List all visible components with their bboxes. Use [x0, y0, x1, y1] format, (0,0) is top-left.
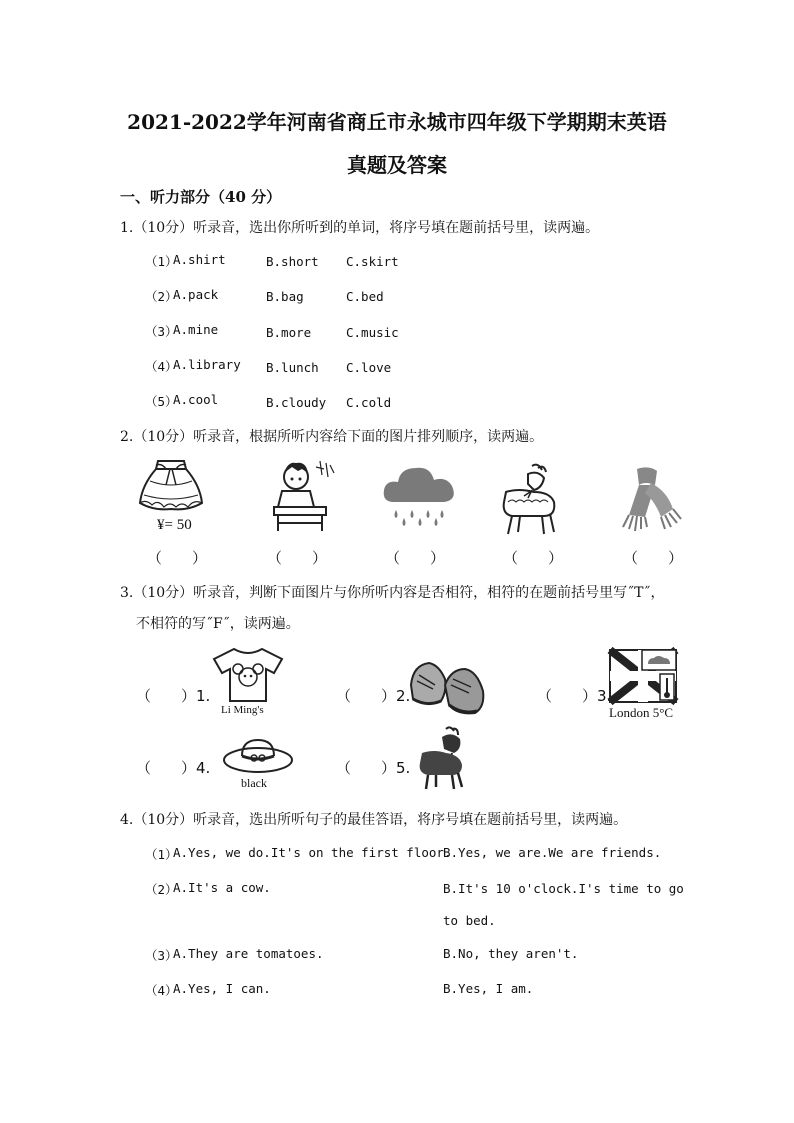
- q1-option-a: A.cool: [173, 392, 219, 407]
- answer-blank[interactable]: （ ）: [385, 549, 446, 567]
- hat-caption: black: [241, 776, 267, 790]
- sneakers-icon: [405, 655, 487, 717]
- q1-option-a: A.mine: [173, 322, 219, 337]
- q1-option-c: C.music: [346, 325, 399, 340]
- q4-stem: 4.（10分）听录音，选出所听句子的最佳答语，将序号填在题前括号里，读两遍。: [120, 812, 628, 828]
- q4-option-b: B.It's 10 o'clock.I's time to go: [443, 881, 684, 896]
- q1-item-num: （5）: [145, 394, 178, 409]
- q4-option-a: A.They are tomatoes.: [173, 946, 324, 961]
- q1-item-num: （1）: [145, 254, 178, 269]
- q1-item-num: （4）: [145, 359, 178, 374]
- q1-option-b: B.bag: [266, 289, 304, 304]
- q3-item-label[interactable]: （ ）1.: [136, 687, 211, 705]
- q1-option-b: B.more: [266, 325, 312, 340]
- price-tag: ¥= 50: [157, 517, 192, 533]
- q1-option-a: A.pack: [173, 287, 219, 302]
- q4-option-a: A.Yes, I can.: [173, 981, 271, 996]
- q4-item-num: （1）: [145, 847, 178, 862]
- q1-option-a: A.shirt: [173, 252, 226, 267]
- q3-stem-continued: 不相符的写˝F˝，读两遍。: [136, 616, 300, 632]
- tshirt-icon: [212, 645, 284, 703]
- q1-option-b: B.lunch: [266, 360, 319, 375]
- q1-option-c: C.love: [346, 360, 392, 375]
- q3-item-label[interactable]: （ ）5.: [336, 759, 411, 777]
- q4-option-b: B.Yes, we are.We are friends.: [443, 845, 662, 860]
- answer-blank[interactable]: （ ）: [267, 549, 328, 567]
- q1-option-a: A.library: [173, 357, 241, 372]
- q4-option-b: B.Yes, I am.: [443, 981, 534, 996]
- q3-item-label[interactable]: （ ）4.: [136, 759, 211, 777]
- scarf-icon: [615, 465, 685, 533]
- q1-stem: 1.（10分）听录音，选出你所听到的单词，将序号填在题前括号里，读两遍。: [120, 220, 600, 236]
- q3-item-label[interactable]: （ ）3.: [537, 687, 612, 705]
- weather-caption: London 5°C: [609, 705, 674, 720]
- goat-icon: [416, 725, 472, 791]
- q4-option-a: A.It's a cow.: [173, 880, 271, 895]
- answer-blank[interactable]: （ ）: [147, 549, 208, 567]
- page-subtitle: 真题及答案: [347, 153, 447, 177]
- q1-item-num: （3）: [145, 324, 178, 339]
- tshirt-caption: Li Ming's: [221, 704, 264, 716]
- q4-option-b-continued: to bed.: [443, 913, 496, 928]
- answer-blank[interactable]: （ ）: [623, 549, 684, 567]
- q1-option-b: B.short: [266, 254, 319, 269]
- q4-option-b: B.No, they aren't.: [443, 946, 579, 961]
- q1-item-num: （2）: [145, 289, 178, 304]
- q1-option-c: C.bed: [346, 289, 384, 304]
- q4-option-a: A.Yes, we do.It's on the first floor.: [173, 845, 452, 860]
- q3-item-label[interactable]: （ ）2.: [336, 687, 411, 705]
- q1-option-c: C.skirt: [346, 254, 399, 269]
- rain-cloud-icon: [382, 462, 458, 528]
- q1-option-c: C.cold: [346, 395, 392, 410]
- q4-item-num: （2）: [145, 882, 178, 897]
- page-title: 2021-2022学年河南省商丘市永城市四年级下学期期末英语: [127, 110, 667, 134]
- q1-option-b: B.cloudy: [266, 395, 327, 410]
- london-weather-icon: [608, 648, 678, 704]
- q4-item-num: （3）: [145, 948, 178, 963]
- answer-blank[interactable]: （ ）: [503, 549, 564, 567]
- goat-icon: [498, 462, 564, 538]
- q3-stem: 3.（10分）听录音，判断下面图片与你所听内容是否相符，相符的在题前括号里写˝T˝，: [120, 585, 665, 601]
- q4-item-num: （4）: [145, 983, 178, 998]
- boy-at-desk-icon: [268, 455, 348, 535]
- q2-stem: 2.（10分）听录音，根据所听内容给下面的图片排列顺序，读两遍。: [120, 429, 544, 445]
- section-heading: 一、听力部分（40 分）: [120, 188, 282, 206]
- hat-icon: [222, 736, 294, 776]
